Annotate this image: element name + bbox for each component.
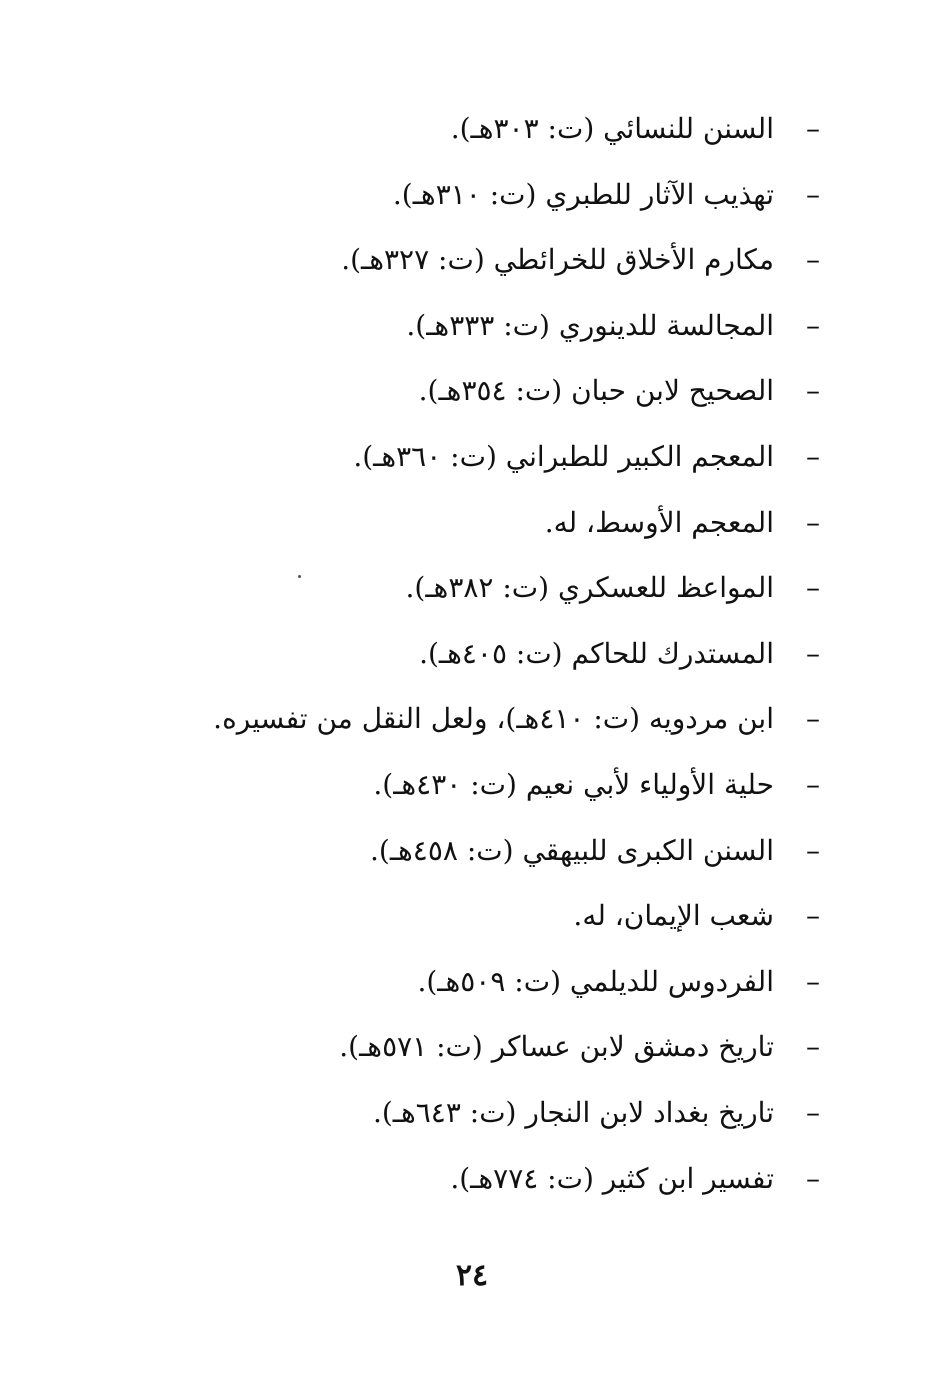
list-item <box>120 96 820 162</box>
list-dash: – <box>806 1161 820 1195</box>
list-dash: – <box>806 243 820 277</box>
reference-text: المواعظ للعسكري (ت: ٣٨٢هـ). <box>405 571 774 605</box>
list-dash: – <box>806 833 820 867</box>
list-dash: – <box>806 1030 820 1064</box>
list-dash: – <box>806 439 820 473</box>
list-item <box>120 424 820 490</box>
scan-speck <box>298 575 301 578</box>
reference-text: مكارم الأخلاق للخرائطي (ت: ٣٢٧هـ). <box>341 243 774 277</box>
list-item <box>120 949 820 1015</box>
list-item <box>120 883 820 949</box>
list-dash: – <box>806 505 820 539</box>
reference-text: السنن للنسائي (ت: ٣٠٣هـ). <box>450 112 774 145</box>
list-item <box>120 490 820 556</box>
list-item <box>120 162 820 228</box>
reference-text: تاريخ دمشق لابن عساكر (ت: ٥٧١هـ). <box>339 1030 774 1064</box>
list-dash: – <box>806 308 820 342</box>
list-dash: – <box>806 1095 820 1129</box>
reference-text: السنن الكبرى للبيهقي (ت: ٤٥٨هـ). <box>370 833 774 867</box>
reference-text: تهذيب الآثار للطبري (ت: ٣١٠هـ). <box>392 177 774 211</box>
list-dash: – <box>806 899 820 933</box>
reference-text: المعجم الأوسط، له. <box>544 505 774 539</box>
list-dash: – <box>806 571 820 605</box>
list-dash: – <box>806 702 820 736</box>
reference-list <box>120 96 820 1211</box>
list-dash: – <box>806 767 820 801</box>
list-item <box>120 227 820 293</box>
reference-text: تفسير ابن كثير (ت: ٧٧٤هـ). <box>450 1161 774 1195</box>
reference-text: الصحيح لابن حبان (ت: ٣٥٤هـ). <box>418 374 774 408</box>
list-item <box>120 358 820 424</box>
list-item <box>120 1080 820 1146</box>
list-dash: – <box>806 112 820 145</box>
reference-text: المجالسة للدينوري (ت: ٣٣٣هـ). <box>406 308 774 342</box>
list-item <box>120 752 820 818</box>
reference-text: المعجم الكبير للطبراني (ت: ٣٦٠هـ). <box>353 439 774 473</box>
reference-text: حلية الأولياء لأبي نعيم (ت: ٤٣٠هـ). <box>373 767 774 801</box>
list-dash: – <box>806 177 820 211</box>
list-dash: – <box>806 964 820 998</box>
list-dash: – <box>806 374 820 408</box>
reference-text: شعب الإيمان، له. <box>573 899 774 933</box>
reference-text: الفردوس للديلمي (ت: ٥٠٩هـ). <box>417 964 774 998</box>
list-dash: – <box>806 636 820 670</box>
reference-text: ابن مردويه (ت: ٤١٠هـ)، ولعل النقل من تفسيره. <box>213 702 774 736</box>
list-item <box>120 293 820 359</box>
reference-text: تاريخ بغداد لابن النجار (ت: ٦٤٣هـ). <box>372 1095 774 1129</box>
list-item <box>120 818 820 884</box>
list-item <box>120 686 820 752</box>
page-number: ٢٤ <box>455 1258 489 1293</box>
list-item <box>120 621 820 687</box>
reference-text: المستدرك للحاكم (ت: ٤٠٥هـ). <box>419 636 774 670</box>
list-item <box>120 1146 820 1212</box>
list-item <box>120 555 820 621</box>
list-item <box>120 1014 820 1080</box>
